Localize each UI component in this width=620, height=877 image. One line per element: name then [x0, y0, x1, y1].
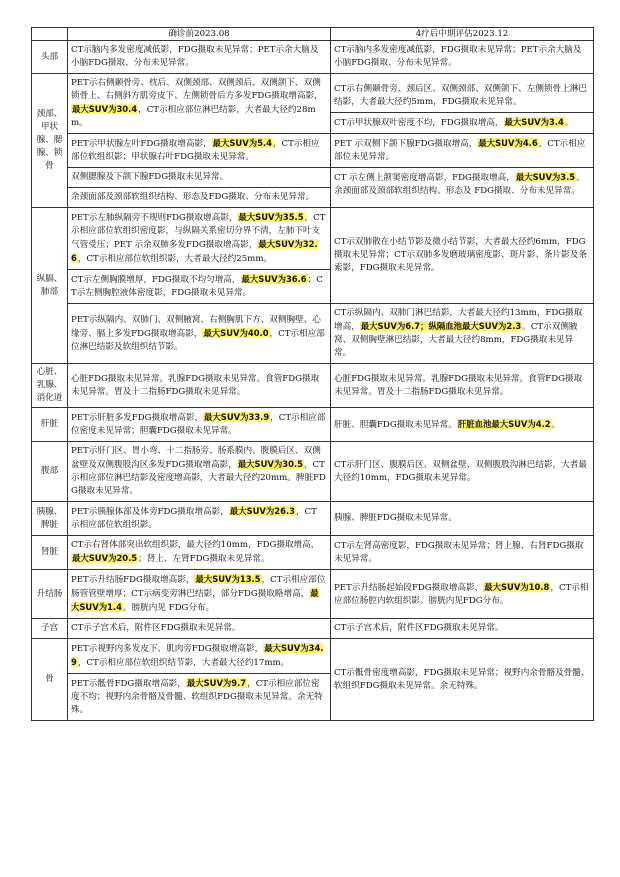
- finding-cell-before: [68, 304, 331, 364]
- suv-highlight: 最大SUV为34.9: [71, 643, 324, 667]
- finding-text: ，CT示相应部位未见异常。: [334, 139, 586, 162]
- row-label: 心脏、乳腺、消化道: [32, 364, 68, 408]
- finding-paragraph: [68, 536, 330, 569]
- finding-text: PET示胰腺体部及体旁FDG摄取增高影，: [71, 507, 229, 517]
- row-label: 纵膈、肺部: [32, 208, 68, 364]
- finding-cell-before: [68, 619, 331, 639]
- suv-highlight: 最大SUV为5.4: [212, 138, 272, 148]
- finding-text: PET示左肺纵隔旁不规则FDG摄取增高影，: [71, 213, 238, 223]
- finding-text: CT示脑内多发密度减低影，FDG摄取未见异常；PET示余大脑及小脑FDG摄取、分布未见异常。: [71, 45, 319, 68]
- finding-text: ，CT示相应部位密度不均；视野内余骨骼及骨髓、软组织FDG摄取未见异常。余无特殊。: [71, 679, 323, 715]
- finding-text: CT示右侧颞骨旁、颈后区、双侧颈部、双侧颌下、左侧锁骨上淋巴结影，大者最大径约5mm，FDG摄取未见异常。: [334, 84, 587, 107]
- finding-cell-before: [68, 208, 331, 304]
- finding-text: ，CT示相应部位软组织结节影，大者最大径约17mm。: [77, 658, 290, 668]
- finding-cell-before: [68, 639, 331, 674]
- finding-paragraph: [331, 167, 593, 201]
- suv-highlight: 最大SUV为30.5: [237, 459, 303, 469]
- finding-cell-after: [331, 304, 594, 364]
- finding-text: ，CT示相应部位淋巴结影，大者最大径约28mm。: [71, 105, 316, 128]
- finding-text: CT 示左侧上颌窦密度增高影，FDG摄取增高，: [334, 173, 515, 183]
- finding-paragraph: [68, 570, 330, 618]
- table-row: [32, 502, 594, 536]
- finding-text: 。余颈面部及颈部软组织结构、形态及 FDG摄取、分布未见异常。: [334, 173, 585, 196]
- finding-text: 。: [564, 118, 574, 128]
- suv-highlight: 最大SUV为20.5: [72, 553, 138, 563]
- table-row: [32, 41, 594, 74]
- finding-cell-before: [68, 674, 331, 721]
- finding-text: ，CT示相应部位软组织影，大者最大径约25mm。: [77, 254, 273, 264]
- finding-text: 胰腺、脾脏FDG摄取未见异常。: [334, 513, 457, 523]
- suv-highlight: 最大SUV为3.4: [504, 117, 564, 127]
- finding-text: CT示左侧胸膜增厚，FDG摄取不均匀增高，: [71, 275, 241, 285]
- finding-text: PET示纵隔内、双肺门、双侧腋窝、右侧胸肌下方、双侧胸壁、心缘旁、膈上多发FDG摄取增高影，: [71, 314, 321, 339]
- suv-highlight: 最大SUV为1.4: [71, 588, 319, 612]
- row-label: 升结肠: [32, 570, 68, 619]
- finding-paragraph: [68, 133, 330, 167]
- suv-highlight: 最大SUV为4.6: [478, 138, 538, 148]
- row-label: 颈部、甲状腺、腮腺、锁骨: [32, 74, 68, 208]
- suv-highlight: 最大SUV为32.6: [71, 239, 318, 263]
- table-row: [32, 619, 594, 639]
- finding-cell-before: [68, 74, 331, 208]
- finding-text: CT示子宫术后，附件区FDG摄取未见异常。: [71, 623, 241, 633]
- finding-text: CT示纵隔内、双肺门淋巴结影，大者最大径约13mm，FDG摄取增高，: [334, 308, 583, 332]
- finding-text: CT示子宫术后，附件区FDG摄取未见异常。: [334, 623, 504, 633]
- finding-paragraph: [68, 370, 330, 402]
- finding-paragraph: [68, 167, 330, 187]
- finding-text: CT示脑内多发密度减低影，FDG摄取未见异常；PET示余大脑及小脑FDG摄取、分布未见异常。: [334, 45, 582, 68]
- finding-cell-after: [331, 364, 594, 408]
- finding-text: 余颈面部及颈部软组织结构、形态及FDG摄取、分布未见异常。: [71, 192, 315, 202]
- finding-paragraph: [331, 619, 593, 638]
- finding-text: ，CT示相应部位软组织密度影，与纵隔关系密切分界不清，左肺下叶支气管受压；PET 示余双肺多发FDG摄取增高影，: [71, 213, 326, 250]
- finding-cell-before: [68, 442, 331, 502]
- finding-text: ；CT示左侧胸腔液体密度影，FDG摄取未见异常。: [71, 275, 323, 298]
- finding-text: PET 示双侧下颌下腺FDG摄取增高，: [334, 139, 478, 149]
- suv-highlight: 最大SUV为10.8: [484, 581, 550, 592]
- row-label: 腹部: [32, 442, 68, 502]
- finding-paragraph: [331, 456, 593, 488]
- finding-paragraph: [331, 233, 593, 278]
- finding-cell-after: [331, 408, 594, 442]
- table-row: [32, 208, 594, 304]
- finding-paragraph: [331, 41, 593, 73]
- finding-paragraph: [68, 619, 330, 638]
- finding-text: ，CT 示相应部位软组织影。: [71, 507, 317, 530]
- suv-highlight: 最大SUV为9.7: [186, 678, 247, 688]
- finding-text: PET示升结肠起始段FDG摄取增高影，: [334, 582, 484, 593]
- finding-cell-before: [68, 408, 331, 442]
- finding-paragraph: [68, 408, 330, 441]
- finding-text: ，CT示相应部位淋巴结影及密度增高影，大者最大径约20mm。脾脏FDG摄取未见异常。: [71, 460, 326, 496]
- finding-paragraph: [331, 509, 593, 528]
- finding-cell-after: [331, 208, 594, 304]
- finding-paragraph: [331, 112, 593, 133]
- finding-cell-after: [331, 74, 594, 208]
- finding-text: 。膀胱内见 FDG分布。: [122, 603, 215, 613]
- finding-text: ，CT示相应部位淋巴结影及软组织结节影。: [71, 328, 325, 352]
- header-after: 4疗后中期评估2023.12: [331, 28, 594, 41]
- suv-highlight: 最大SUV为40.0: [203, 327, 269, 338]
- table-row: [32, 442, 594, 502]
- finding-cell-after: [331, 570, 594, 619]
- finding-cell-before: [68, 41, 331, 74]
- finding-text: ，CT示相应部位密度未见异常；胆囊FDG摄取未见异常。: [71, 413, 326, 436]
- finding-paragraph: [331, 537, 593, 569]
- finding-text: 心脏FDG摄取未见异常。乳腺FDG摄取未见异常。食管FDG摄取未见异常。胃及十二指肠FDG摄取未见异常。: [71, 373, 320, 397]
- finding-text: PET示肝门区、胃小弯、十二指肠旁、肠系膜内、腹膜后区、双侧盆壁及双侧腹股沟区多发FDG摄取增高影，: [71, 446, 321, 470]
- table-row: [32, 536, 594, 570]
- finding-text: CT示双肺散在小结节影及微小结节影，大者最大径约6mm，FDG摄取未见异常；CT示双肺多发磨玻璃密度影、斑片影、条片影及条索影，FDG摄取未见异常。: [334, 237, 587, 273]
- finding-cell-before: [68, 536, 331, 570]
- finding-paragraph: [68, 74, 330, 133]
- table-row: [32, 570, 594, 619]
- finding-text: PET示右侧颞骨旁、枕后、双侧颈部、双侧颈后、双侧颌下、双侧锁骨上、右侧斜方肌旁皮下、左侧锁骨后方多发FDG摄取增高影，: [71, 78, 323, 101]
- suv-highlight: 最大SUV为6.7；纵隔血池最大SUV为2.3: [360, 321, 522, 331]
- finding-text: ，CT示相应部位肠腔内软组织影。膀胱内见FDG分布。: [334, 582, 589, 606]
- suv-highlight: 肝脏血池最大SUV为4.2: [457, 418, 551, 429]
- finding-paragraph: [331, 415, 593, 435]
- finding-text: PET示肝脏多发FDG摄取增高影，: [71, 413, 204, 423]
- row-label: 胰腺、脾脏: [32, 502, 68, 536]
- finding-paragraph: [331, 80, 593, 112]
- table-header-row: [32, 28, 594, 41]
- finding-paragraph: [68, 311, 330, 357]
- finding-paragraph: [68, 442, 330, 501]
- suv-highlight: 最大SUV为3.5: [515, 172, 576, 182]
- finding-paragraph: [68, 41, 330, 73]
- finding-paragraph: [68, 208, 330, 269]
- suv-highlight: 最大SUV为33.9: [204, 412, 270, 422]
- table-body: [32, 41, 594, 721]
- finding-paragraph: [331, 578, 593, 611]
- finding-text: CT示骶骨密度增高影，FDG摄取未见异常；视野内余骨骼及骨髓、软组织FDG摄取未见异常。余无特殊。: [334, 667, 590, 691]
- finding-text: PET示甲状腺左叶FDG摄取增高影，: [71, 139, 212, 149]
- finding-cell-after: [331, 536, 594, 570]
- suv-highlight: 最大SUV为26.3: [229, 506, 295, 516]
- finding-text: 。: [551, 419, 561, 430]
- finding-cell-after: [331, 442, 594, 502]
- finding-text: PET示升结肠FDG摄取增高影，: [71, 575, 195, 585]
- finding-paragraph: [331, 133, 593, 167]
- table-subrow: [32, 304, 594, 364]
- finding-text: 肝脏、胆囊FDG摄取未见异常。: [334, 419, 457, 430]
- finding-cell-after: [331, 619, 594, 639]
- table-row: [32, 639, 594, 674]
- finding-paragraph: [68, 502, 330, 535]
- finding-paragraph: [68, 639, 330, 673]
- finding-text: 心脏FDG摄取未见异常。乳腺FDG摄取未见异常。食管FDG摄取未见异常。胃及十二指肠FDG摄取未见异常。: [334, 373, 583, 397]
- table-row: [32, 74, 594, 208]
- suv-highlight: 最大SUV为13.5: [195, 574, 261, 584]
- finding-paragraph: [68, 674, 330, 720]
- finding-paragraph: [331, 304, 593, 363]
- row-label: 子宫: [32, 619, 68, 639]
- finding-text: CT示右肾体部突出软组织影，最大径约10mm，FDG摄取增高，: [71, 540, 320, 550]
- finding-text: CT示左肾高密度影，FDG摄取未见异常；肾上腺、右肾FDG摄取未见异常。: [334, 540, 584, 564]
- finding-cell-before: [68, 364, 331, 408]
- finding-paragraph: [68, 187, 330, 207]
- comparison-table: [31, 27, 594, 721]
- finding-text: 双侧腮腺及下颌下腺FDG摄取未见异常。: [71, 172, 229, 182]
- finding-text: ；肾上、左肾FDG摄取未见异常。: [138, 554, 270, 564]
- finding-cell-after: [331, 639, 594, 721]
- finding-text: PET示视野内多发皮下、肌肉旁FDG摄取增高影，: [71, 644, 264, 654]
- finding-cell-after: [331, 41, 594, 74]
- row-label: 肾脏: [32, 536, 68, 570]
- finding-cell-before: [68, 570, 331, 619]
- finding-paragraph: [331, 370, 593, 402]
- finding-cell-after: [331, 502, 594, 536]
- finding-cell-before: [68, 502, 331, 536]
- table-row: [32, 364, 594, 408]
- finding-text: 。CT示双侧腋窝、双侧胸壁淋巴结影，大者最大径约8mm，FDG摄取未见异常。: [334, 322, 578, 358]
- finding-text: ，CT示相应部位肠管管壁增厚；CT示病变旁淋巴结影，部分FDG摄取略增高，: [71, 575, 326, 599]
- finding-text: PET示骶骨FDG摄取增高影，: [71, 679, 186, 689]
- finding-text: CT示甲状腺双叶密度不均，FDG摄取增高，: [334, 118, 504, 128]
- row-label: 肝脏: [32, 408, 68, 442]
- finding-paragraph: [68, 269, 330, 303]
- finding-text: CT示肝门区、腹膜后区、双侧盆壁、双侧腹股沟淋巴结影，大者最大径约10mm，FDG摄取未见异常。: [334, 459, 587, 483]
- header-label-cell: [32, 28, 68, 41]
- suv-highlight: 最大SUV为35.5: [238, 212, 304, 222]
- table-row: [32, 408, 594, 442]
- header-before: 确诊前2023.08: [68, 28, 331, 41]
- suv-highlight: 最大SUV为36.6: [241, 274, 307, 284]
- finding-text: ，CT示相应部位软组织影；甲状腺右叶FDG摄取未见异常。: [71, 139, 320, 162]
- row-label: 头部: [32, 41, 68, 74]
- suv-highlight: 最大SUV为30.4: [72, 104, 138, 114]
- row-label: 骨: [32, 639, 68, 721]
- finding-paragraph: [331, 664, 593, 696]
